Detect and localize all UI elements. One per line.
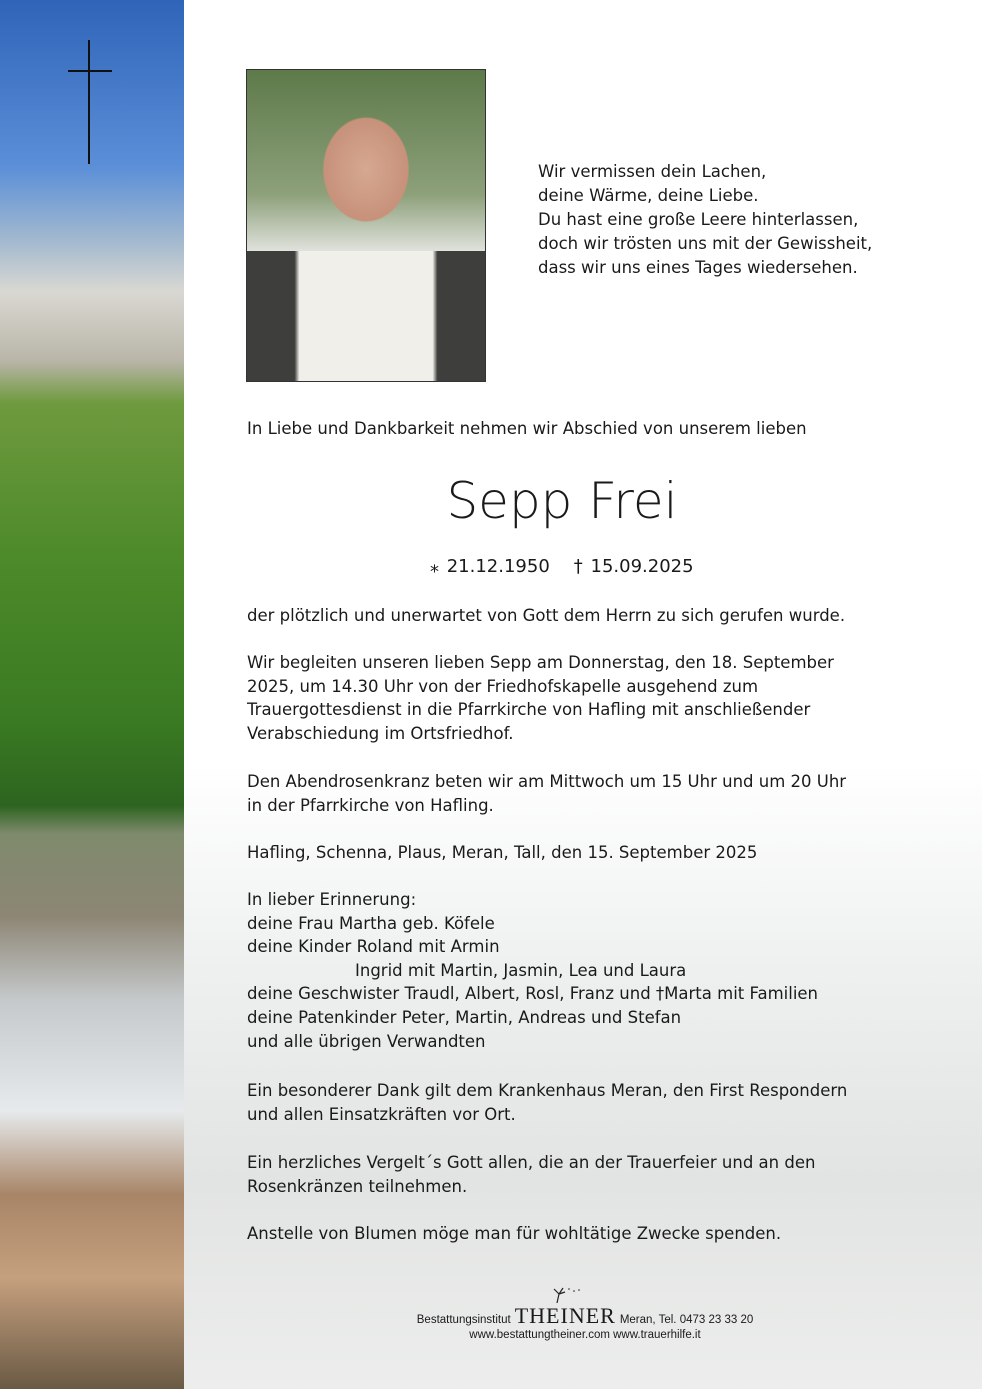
text-line: deine Geschwister Traudl, Albert, Rosl, Franz und †Marta mit Familien bbox=[247, 984, 819, 1004]
poem-line: Du hast eine große Leere hinterlassen, bbox=[538, 210, 859, 229]
footer-contact: Meran, Tel. 0473 23 33 20 bbox=[619, 1314, 754, 1326]
poem-line: deine Wärme, deine Liebe. bbox=[538, 186, 759, 205]
place-date: Hafling, Schenna, Plaus, Meran, Tall, den 15. September 2025 bbox=[247, 843, 758, 862]
thanks-paragraph bbox=[247, 1079, 847, 1126]
text-line: und alle übrigen Verwandten bbox=[247, 1031, 486, 1051]
text-line: 2025, um 14.30 Uhr von der Friedhofskapelle ausgehend zum bbox=[247, 676, 759, 696]
life-dates bbox=[430, 556, 718, 577]
text-line: und allen Einsatzkräften vor Ort. bbox=[247, 1104, 516, 1124]
mountain-landscape-image bbox=[0, 0, 184, 1389]
text-line: deine Patenkinder Peter, Martin, Andreas und Stefan bbox=[247, 1007, 682, 1027]
tree-logo-icon bbox=[545, 1285, 585, 1303]
portrait-photo bbox=[246, 69, 486, 382]
death-date: † 15.09.2025 bbox=[573, 556, 694, 577]
funeral-home-footer bbox=[405, 1285, 765, 1341]
footer-prefix: Bestattungsinstitut bbox=[416, 1314, 511, 1326]
text-line: Trauergottesdienst in die Pfarrkirche von Hafling mit anschließender bbox=[247, 700, 811, 720]
text-line: Rosenkränzen teilnehmen. bbox=[247, 1176, 468, 1196]
text-line: Ein besonderer Dank gilt dem Krankenhaus Meran, den First Respondern bbox=[247, 1081, 848, 1100]
poem bbox=[538, 160, 872, 280]
text-line: Wir begleiten unseren lieben Sepp am Donnerstag, den 18. September bbox=[247, 653, 834, 672]
poem-line: doch wir trösten uns mit der Gewissheit, bbox=[538, 234, 873, 253]
text-line: Verabschiedung im Ortsfriedhof. bbox=[247, 723, 514, 743]
text-line: in der Pfarrkirche von Hafling. bbox=[247, 795, 494, 815]
text-line: deine Frau Martha geb. Köfele bbox=[247, 913, 495, 933]
footer-web: www.bestattungtheiner.com www.trauerhilfe.it bbox=[469, 1329, 701, 1341]
birth-date: ⁎ 21.12.1950 bbox=[430, 556, 550, 577]
text-line: deine Kinder Roland mit Armin bbox=[247, 937, 500, 957]
poem-line: dass wir uns eines Tages wiedersehen. bbox=[538, 258, 858, 277]
rosary-paragraph bbox=[247, 770, 846, 817]
passing-text: der plötzlich und unerwartet von Gott dem Herrn zu sich gerufen wurde. bbox=[247, 606, 846, 625]
intro-text: In Liebe und Dankbarkeit nehmen wir Abschied von unserem lieben bbox=[247, 419, 807, 438]
poem-line: Wir vermissen dein Lachen, bbox=[538, 162, 767, 181]
text-line: Ingrid mit Martin, Jasmin, Lea und Laura bbox=[355, 960, 687, 980]
gratitude-paragraph bbox=[247, 1151, 815, 1198]
text-line: Den Abendrosenkranz beten wir am Mittwoch um 15 Uhr und um 20 Uhr bbox=[247, 772, 847, 791]
funeral-paragraph bbox=[247, 651, 834, 745]
text-line: Ein herzliches Vergelt´s Gott allen, die an der Trauerfeier und an den bbox=[247, 1153, 816, 1172]
mourners-list bbox=[247, 888, 818, 1053]
text-line: In lieber Erinnerung: bbox=[247, 890, 417, 909]
deceased-name: Sepp Frei bbox=[446, 472, 678, 530]
brand-logo: THEINER bbox=[514, 1303, 616, 1328]
donation-note: Anstelle von Blumen möge man für wohltätige Zwecke spenden. bbox=[247, 1224, 782, 1243]
cross-icon bbox=[68, 40, 112, 164]
